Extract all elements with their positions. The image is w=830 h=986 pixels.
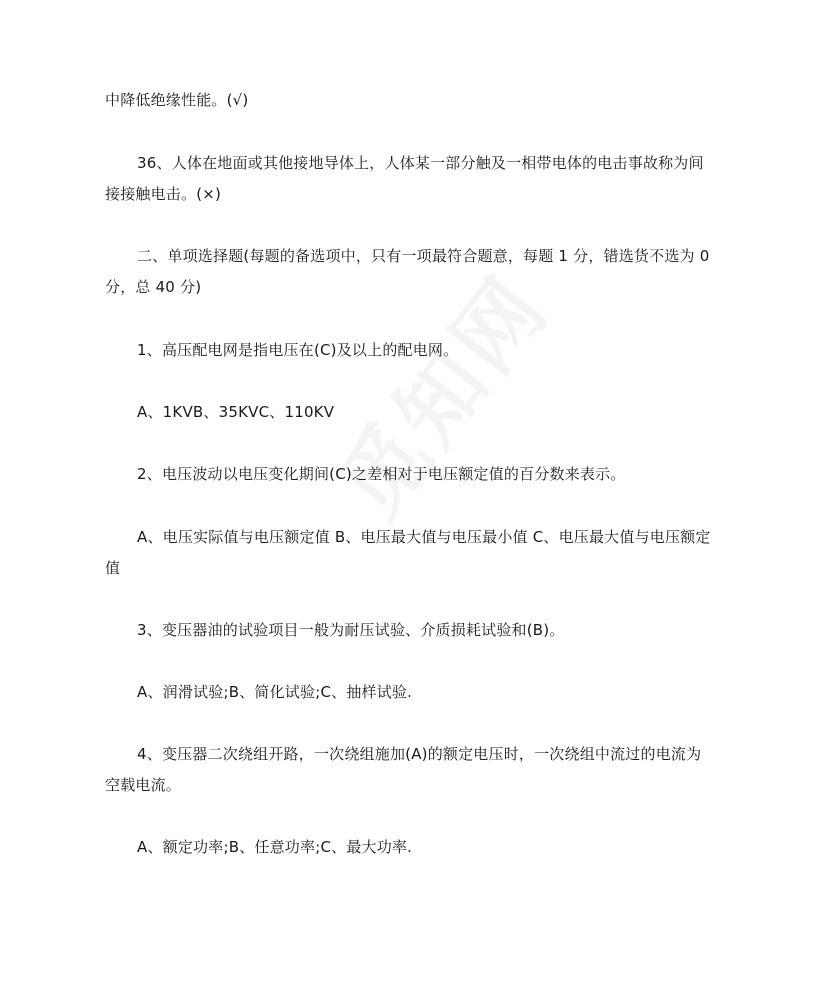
question-36-line-1: 36、人体在地面或其他接地导体上，人体某一部分触及一相带电体的电击事故称为间 bbox=[137, 154, 704, 172]
question-36-line-2: 接接触电击。(×) bbox=[105, 185, 222, 203]
question-3: 3、变压器油的试验项目一般为耐压试验、介质损耗试验和(B)。 bbox=[137, 621, 565, 639]
question-4-line-2: 空载电流。 bbox=[105, 776, 182, 794]
question-1: 1、高压配电网是指电压在(C)及以上的配电网。 bbox=[137, 341, 459, 359]
section-heading-line-2: 分，总 40 分) bbox=[105, 278, 202, 296]
question-2: 2、电压波动以电压变化期间(C)之差相对于电压额定值的百分数来表示。 bbox=[137, 465, 626, 483]
question-2-options-line-2: 值 bbox=[105, 559, 121, 577]
question-3-options: A、润滑试验;B、简化试验;C、抽样试验. bbox=[137, 683, 413, 701]
section-heading-line-1: 二、单项选择题(每题的备选项中，只有一项最符合题意，每题 1 分，错选货不选为 0 bbox=[137, 247, 710, 265]
question-1-options: A、1KVB、35KVC、110KV bbox=[137, 403, 335, 421]
question-2-options-line-1: A、电压实际值与电压额定值 B、电压最大值与电压最小值 C、电压最大值与电压额定 bbox=[137, 528, 711, 546]
question-4-options: A、额定功率;B、任意功率;C、最大功率. bbox=[137, 838, 413, 856]
question-4-line-1: 4、变压器二次绕组开路，一次绕组施加(A)的额定电压时，一次绕组中流过的电流为 bbox=[137, 745, 702, 763]
paragraph-line: 中降低绝缘性能。(√) bbox=[105, 91, 249, 109]
